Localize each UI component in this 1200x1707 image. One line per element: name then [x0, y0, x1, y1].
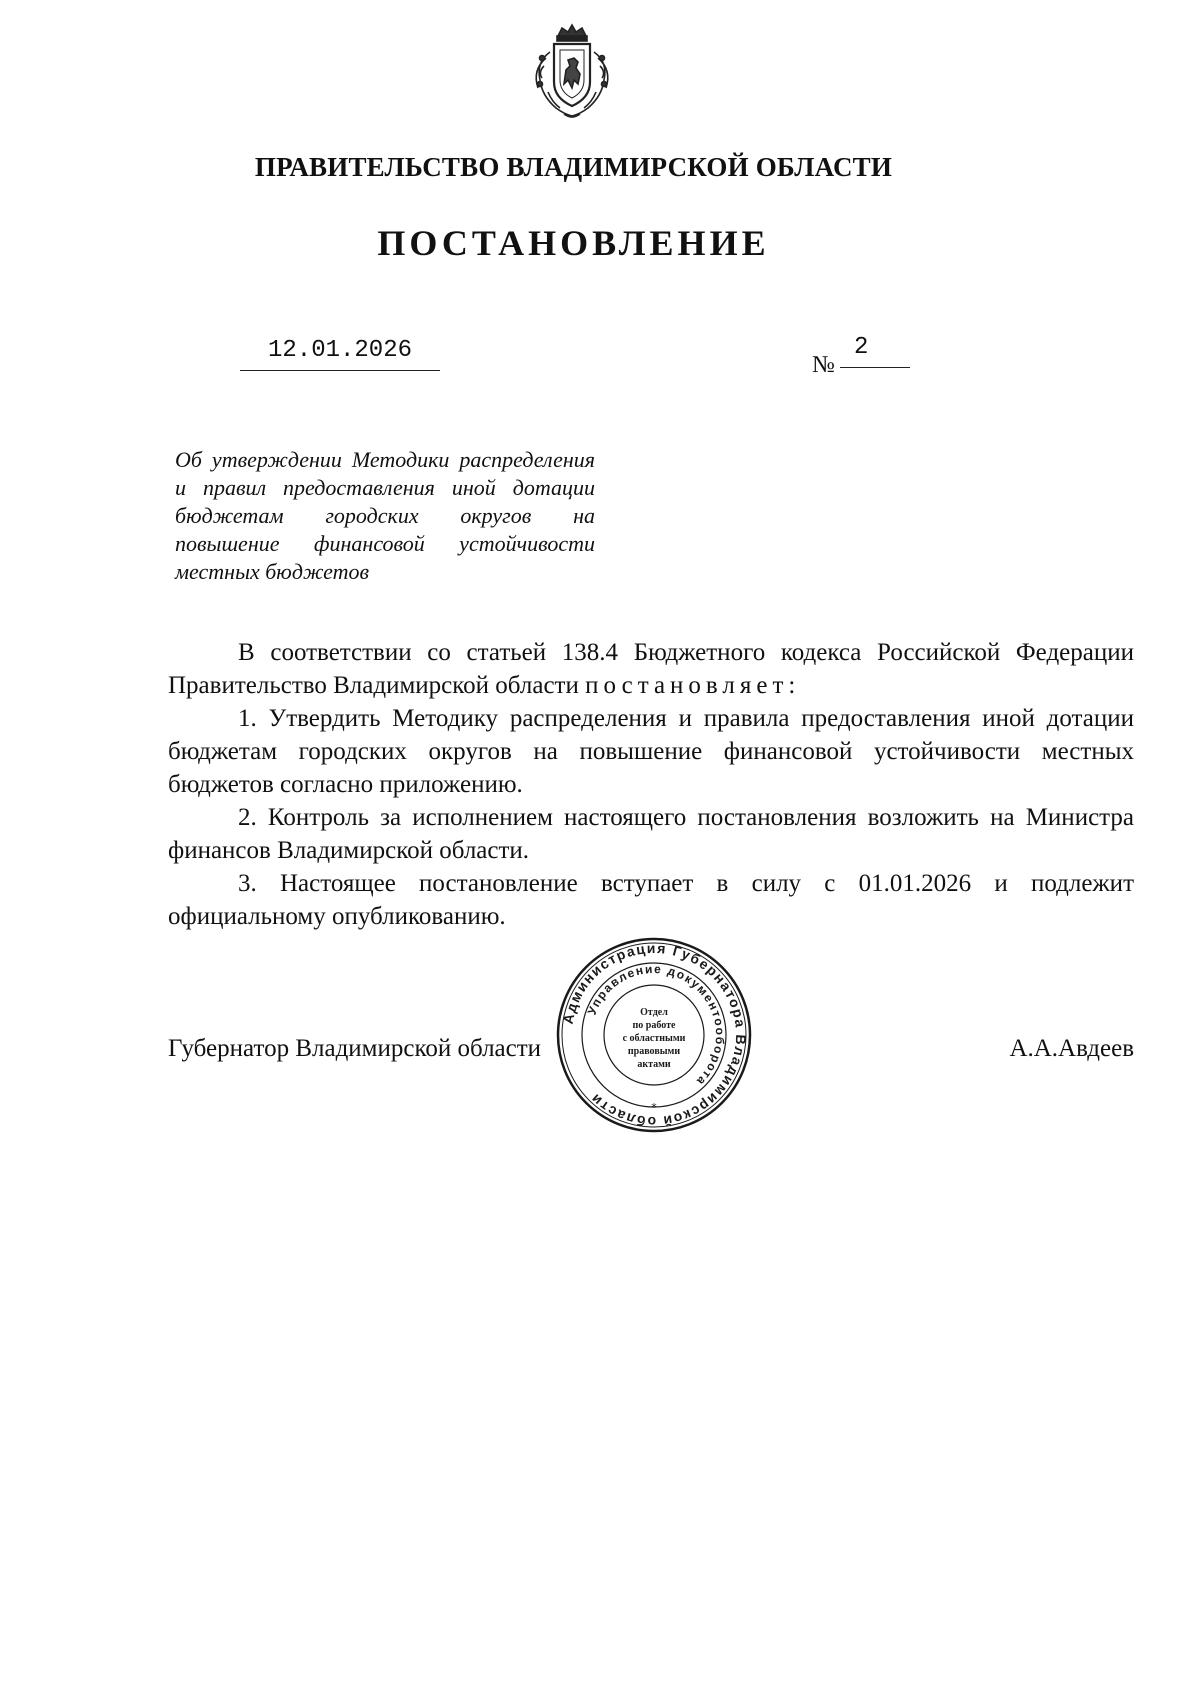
- resolution-item: 3. Настоящее постановление вступает в силу с 01.01.2026 и подлежит официальному опубликованию.: [168, 870, 1134, 930]
- coat-of-arms-emblem: [528, 22, 616, 122]
- stamp-center-line: с областными: [622, 1033, 686, 1044]
- document-number: 2: [840, 334, 910, 368]
- resolution-item: 1. Утвердить Методику распределения и правила предоставления иной дотации бюджетам городских округов на повышение финансовой устойчивости местных бюджетов согласно приложению.: [168, 705, 1134, 798]
- preamble-text: В соответствии со статьей 138.4 Бюджетного кодекса Российской Федерации Правительство Владимирской области: [168, 639, 1134, 699]
- document-type-heading: ПОСТАНОВЛЕНИЕ: [377, 223, 770, 263]
- stamp-ring-text: Управление документооборота: [584, 961, 728, 1090]
- stamp-center-line: Отдел: [640, 1007, 668, 1018]
- number-sign: №: [812, 352, 835, 378]
- stamp-center-line: актами: [637, 1059, 671, 1070]
- signatory-position: Губернатор Владимирской области: [168, 1035, 542, 1062]
- preamble-verb: постановляет:: [585, 672, 801, 699]
- document-body: [168, 636, 1134, 933]
- official-stamp-seal: [554, 935, 754, 1135]
- resolution-item: 2. Контроль за исполнением настоящего постановления возложить на Министра финансов Владимирской области.: [168, 804, 1134, 864]
- stamp-center-line: правовыми: [627, 1046, 681, 1057]
- preamble-paragraph: [168, 636, 1134, 702]
- signatory-name: А.А.Авдеев: [1009, 1035, 1134, 1062]
- document-subject: Об утверждении Методики распределения и правил предоставления иной дотации бюджетам городских округов на повышение финансовой устойчивости местных бюджетов: [175, 447, 595, 584]
- stamp-outer-text: Администрация Губернатора Владимирской области: [559, 939, 750, 1131]
- government-title: ПРАВИТЕЛЬСТВО ВЛАДИМИРСКОЙ ОБЛАСТИ: [254, 152, 893, 182]
- stamp-center-line: по работе: [632, 1020, 676, 1031]
- document-date: 12.01.2026: [240, 337, 440, 371]
- stamp-star-icon: *: [651, 1101, 657, 1114]
